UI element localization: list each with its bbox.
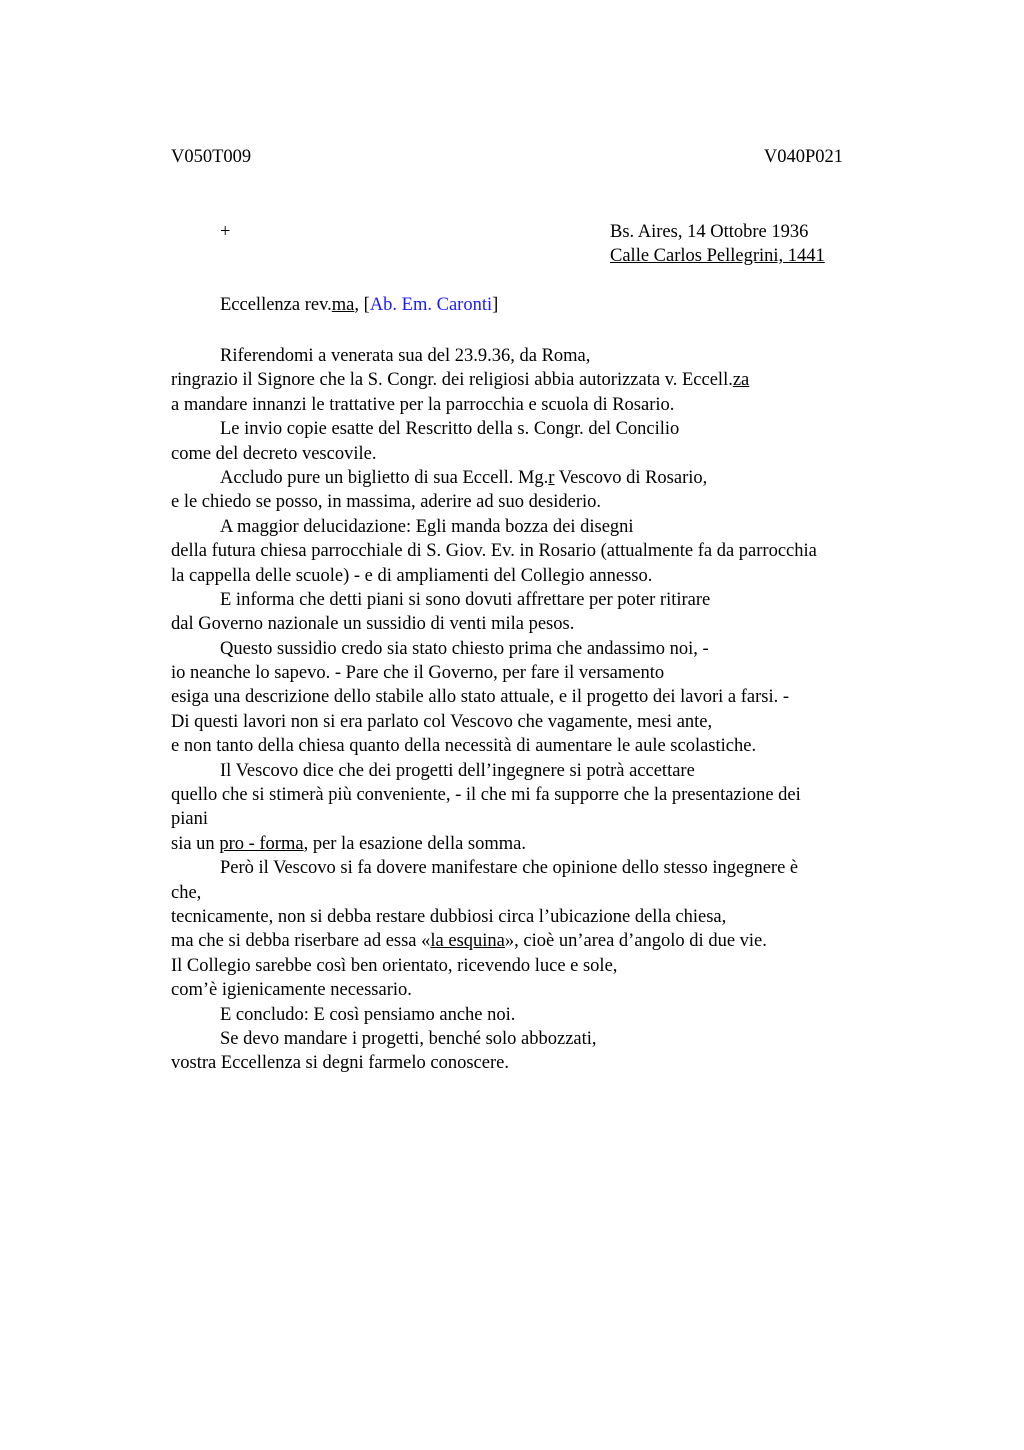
recipient-name: Ab. Em. Caronti (369, 295, 493, 315)
body-underlined-phrase: la esquina (430, 931, 505, 952)
body-underlined-phrase: pro - forma (219, 833, 304, 854)
salutation-bracket-close: ] (492, 295, 499, 315)
body-line: piani (171, 809, 208, 830)
salutation (220, 295, 498, 316)
body-line: Riferendomi a venerata sua del 23.9.36, da Roma, (220, 346, 591, 366)
body-text-span: ringrazio il Signore che la S. Congr. dei religiosi abbia autorizzata v. Eccell. (171, 370, 733, 391)
body-line: E concludo: E così pensiamo anche noi. (220, 1004, 516, 1025)
body-line: Di questi lavori non si era parlato col Vescovo che vagamente, mesi ante, (171, 711, 713, 732)
body-line: come del decreto vescovile. (171, 443, 377, 464)
body-text-span: Vescovo di Rosario, (554, 467, 708, 488)
body-line: a mandare innanzi le trattative per la parrocchia e scuola di Rosario. (171, 394, 675, 415)
body-line (171, 368, 896, 392)
body-text-span: , per la esazione della somma. (303, 833, 526, 854)
body-line: Il Vescovo dice che dei progetti dell’ingegnere si potrà accettare (220, 760, 695, 781)
body-line: la cappella delle scuole) - e di ampliamenti del Collegio annesso. (171, 565, 653, 586)
letter-body (171, 344, 896, 1076)
body-line (171, 466, 896, 490)
body-line: A maggior delucidazione: Egli manda bozza dei disegni (220, 516, 634, 537)
body-text-span: Accludo pure un biglietto di sua Eccell. Mg. (220, 467, 549, 488)
body-line: e non tanto della chiesa quanto della necessità di aumentare le aule scolastiche. (171, 736, 757, 757)
body-line: Però il Vescovo si fa dovere manifestare che opinione dello stesso ingegnere è (220, 858, 799, 879)
body-line: Se devo mandare i progetti, benché solo abbozzati, (220, 1028, 597, 1049)
body-text-span: sia un (171, 833, 220, 854)
body-line: io neanche lo sapevo. - Pare che il Governo, per fare il versamento (171, 663, 665, 684)
body-line: che, (171, 882, 202, 903)
body-line: E informa che detti piani si sono dovuti affrettare per poter ritirare (220, 589, 711, 610)
body-abbrev: r (548, 467, 555, 488)
body-line: Questo sussidio credo sia stato chiesto prima che andassimo noi, - (220, 638, 709, 659)
document-code-right: V040P021 (763, 147, 843, 167)
salutation-text: Eccellenza rev. (220, 295, 332, 315)
place-date: Bs. Aires, 14 Ottobre 1936 (610, 222, 809, 242)
body-line (171, 929, 896, 953)
body-abbrev: za (732, 370, 750, 391)
body-line: vostra Eccellenza si degni farmelo conoscere. (171, 1053, 509, 1074)
body-text-span: », cioè un’area d’angolo di due vie. (504, 931, 767, 952)
salutation-bracket-open: , [ (354, 295, 370, 315)
body-line: com’è igienicamente necessario. (171, 980, 412, 1001)
document-code-left: V050T009 (171, 147, 252, 167)
body-line: Le invio copie esatte del Rescritto della s. Congr. del Concilio (220, 419, 680, 440)
body-line: esiga una descrizione dello stabile allo stato attuale, e il progetto dei lavori a farsi. - (171, 687, 789, 708)
cross-symbol: + (220, 222, 231, 242)
salutation-abbrev: ma (331, 295, 355, 315)
body-line: della futura chiesa parrocchiale di S. Giov. Ev. in Rosario (attualmente fa da parrocchia (171, 541, 817, 562)
body-text-span: ma che si debba riserbare ad essa « (171, 931, 431, 952)
sender-address: Calle Carlos Pellegrini, 1441 (610, 246, 825, 266)
body-line: tecnicamente, non si debba restare dubbiosi circa l’ubicazione della chiesa, (171, 906, 727, 927)
body-line: quello che si stimerà più conveniente, - il che mi fa supporre che la presentazione dei (171, 785, 801, 806)
body-line: e le chiedo se posso, in massima, aderire ad suo desiderio. (171, 492, 602, 513)
body-line: dal Governo nazionale un sussidio di venti mila pesos. (171, 614, 575, 635)
body-line (171, 832, 896, 856)
body-line: Il Collegio sarebbe così ben orientato, ricevendo luce e sole, (171, 955, 618, 976)
